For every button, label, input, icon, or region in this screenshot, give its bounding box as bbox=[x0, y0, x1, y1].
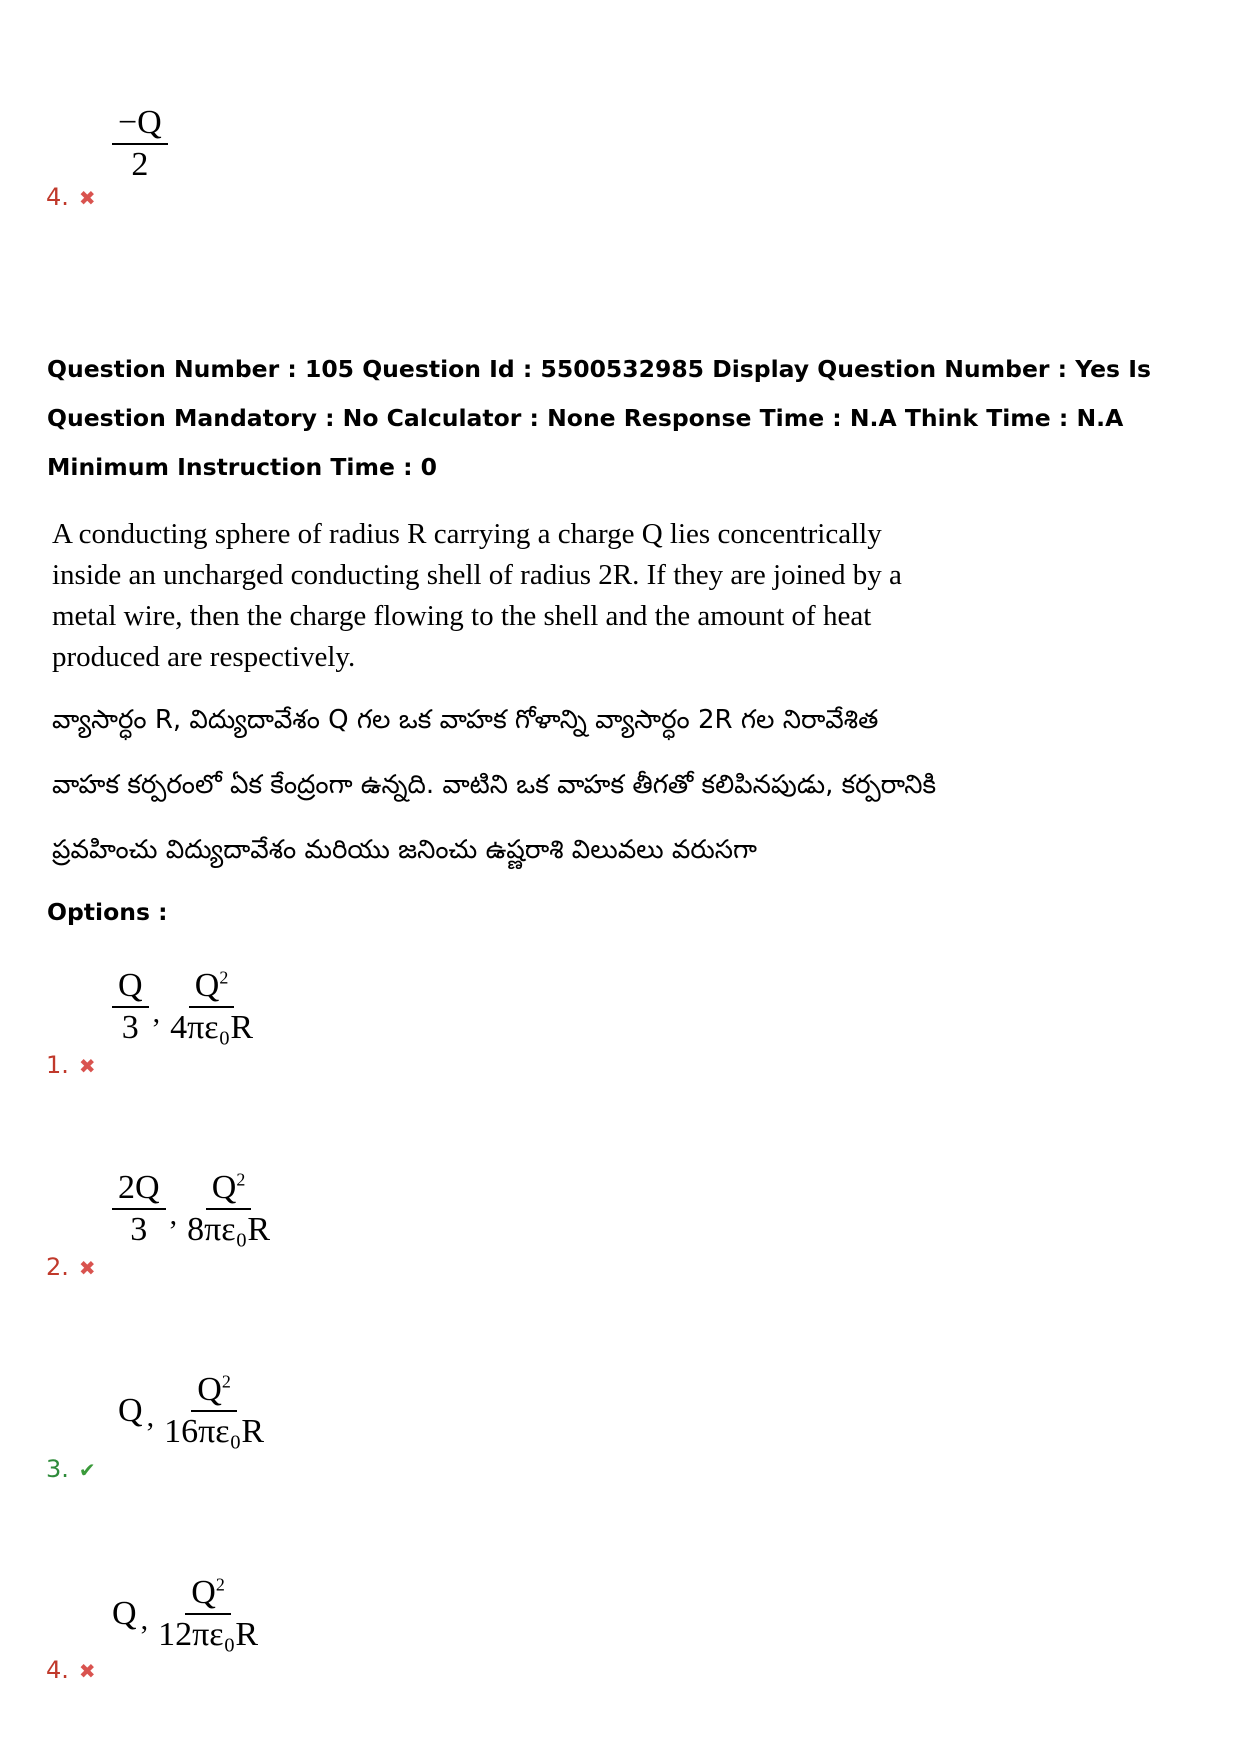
question-meta: Question Number : 105 Question Id : 5500532985 Display Question Number : Yes Is Question Mandatory : No Calculator : None Response Time : N.A Think Time : N.A Minimum Instruction Time : 0 bbox=[47, 355, 1151, 481]
exponent: 2 bbox=[221, 1371, 231, 1392]
prev-option-4-number bbox=[46, 183, 96, 211]
exponent: 2 bbox=[219, 967, 229, 988]
wrong-mark-icon: ✖ bbox=[78, 1054, 96, 1078]
heat-numerator: Q bbox=[191, 1574, 216, 1611]
option-number: 4. bbox=[46, 183, 69, 211]
option-4-number bbox=[46, 1656, 96, 1684]
denominator: 3 bbox=[121, 1008, 139, 1046]
numerator bbox=[189, 968, 235, 1008]
comma: , bbox=[146, 1399, 155, 1433]
denominator: 2 bbox=[131, 145, 149, 183]
option-4-math bbox=[112, 1575, 264, 1652]
option-number: 3. bbox=[46, 1455, 69, 1483]
comma: , bbox=[152, 995, 161, 1029]
option-2-math bbox=[112, 1170, 276, 1247]
correct-check-icon: ✔ bbox=[78, 1458, 96, 1482]
heat-fraction bbox=[158, 1372, 270, 1449]
exponent: 2 bbox=[236, 1169, 246, 1190]
option-number: 4. bbox=[46, 1656, 69, 1684]
fraction bbox=[112, 105, 168, 182]
heat-fraction bbox=[181, 1170, 276, 1247]
numerator: −Q bbox=[112, 105, 168, 145]
charge-value: Q bbox=[118, 1391, 143, 1429]
question-text-telugu: వ్యాసార్ధం R, విద్యుదావేశం Q గల ఒక వాహక గోళాన్ని వ్యాసార్ధం 2R గల నిరావేశిత వాహక కర్పరంలో ఏక కేంద్రంగా ఉన్నది. వాటిని ఒక వాహక తీగతో కలిపినపుడు, కర్పరానికి ప్రవహించు విద్యుదావేశం మరియు జనించు ఉష్ణరాశి విలువలు వరుసగా bbox=[52, 705, 937, 865]
option-2-number bbox=[46, 1253, 96, 1281]
question-text-english: A conducting sphere of radius R carrying a charge Q lies concentrically inside an uncharged conducting shell of radius 2R. If they are joined by a metal wire, then the charge flowing to the shell and the amount of heat produced are respectively. bbox=[52, 518, 902, 673]
option-3-math bbox=[118, 1372, 270, 1449]
option-1-math bbox=[112, 968, 259, 1045]
option-number: 1. bbox=[46, 1051, 69, 1079]
option-3-number bbox=[46, 1455, 96, 1483]
denominator: 8πε₀R bbox=[187, 1210, 271, 1248]
heat-numerator: Q bbox=[197, 1371, 222, 1408]
numerator: Q bbox=[112, 968, 149, 1008]
denominator: 3 bbox=[130, 1210, 148, 1248]
charge-fraction bbox=[112, 968, 149, 1045]
denominator: 16πε₀R bbox=[164, 1412, 265, 1450]
option-1-number bbox=[46, 1051, 96, 1079]
option-number: 2. bbox=[46, 1253, 69, 1281]
comma: , bbox=[140, 1602, 149, 1636]
charge-fraction bbox=[112, 1170, 166, 1247]
wrong-mark-icon: ✖ bbox=[78, 1256, 96, 1280]
wrong-mark-icon: ✖ bbox=[78, 1659, 96, 1683]
heat-fraction bbox=[152, 1575, 264, 1652]
comma: , bbox=[169, 1197, 178, 1231]
numerator bbox=[191, 1372, 237, 1412]
denominator: 12πε₀R bbox=[158, 1615, 259, 1653]
numerator: 2Q bbox=[112, 1170, 166, 1210]
numerator bbox=[185, 1575, 231, 1615]
options-label: Options : bbox=[47, 898, 168, 926]
prev-option-4-math bbox=[112, 105, 168, 182]
heat-numerator: Q bbox=[194, 967, 220, 1004]
exponent: 2 bbox=[215, 1574, 225, 1595]
heat-fraction bbox=[164, 968, 259, 1045]
wrong-mark-icon: ✖ bbox=[78, 186, 96, 210]
heat-numerator: Q bbox=[211, 1169, 237, 1206]
denominator: 4πε₀R bbox=[170, 1008, 254, 1046]
charge-value: Q bbox=[112, 1594, 137, 1632]
numerator bbox=[206, 1170, 252, 1210]
